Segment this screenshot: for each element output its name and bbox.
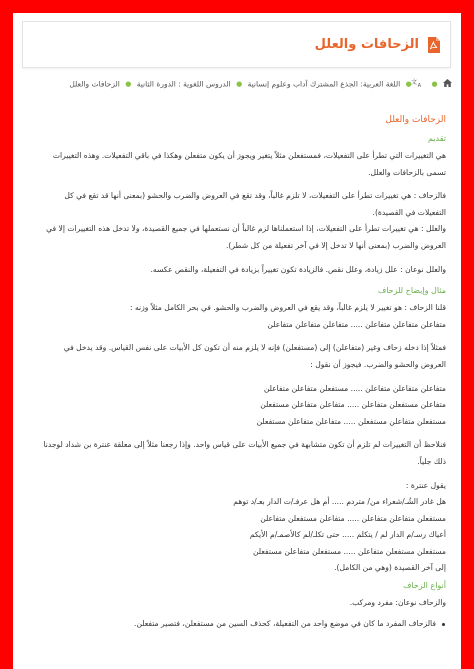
page-frame [13,13,461,669]
breadcrumb-link[interactable]: الدروس اللغوية : الدورة الثانية [136,79,231,89]
paragraph-line: هي التغييرات التي تطرأ على التفعيلات، فمستفعلن مثلاً يتغير ويجوز أن يكون متفعلن وهكذا في باقي التفعيلات. وهذه التغييرات [52,151,446,160]
section-heading: أنواع الزحاف [403,581,446,591]
verse-line: مستفعلن متفاعلن متفاعلن ..... متفاعلن مستفعلن متفاعلن [260,513,446,523]
paragraph-line: قلنا الزحاف : هو تغيير لا يلزم غالباً، وقد يقع في العروض والضرب والحشو. في بحر الكامل مثلاً وزنه : [129,303,446,313]
paragraph-line: متفاعلن متفاعلن متفاعلن ..... متفاعلن متفاعلن متفاعلن [267,319,446,329]
paragraph-line: فالزحاف : هي تغييرات تطرأ على التفعيلات، لا تلزم غالباً، وقد تقع في العروض والضرب والحشو (بمعنى أنها قد تقع في كل [64,191,446,201]
page-title: الزحافات والعلل [314,37,419,52]
paragraph-line: العروض والضرب (بمعنى أنها لا تدخل إلا في آخر تفعيلة من كل شطر). [225,240,446,250]
breadcrumb: ● 文 A ● اللغة العربية: الجذع المشترك آداب وعلوم إنسانية ● الدروس اللغوية : الدورة الثانية ● الزحافات والعلل [19,77,452,91]
list-item: فالزحاف المفرد ما كان في موضع واحد من التفعيلة، كحذف السين من مستفعلن، فتصير متفعلن. [21,616,446,633]
svg-text:A: A [417,82,422,89]
verse-line: متفاعلن متفاعلن متفاعلن ..... مستفعلن متفاعلن متفاعلن [263,383,446,393]
verse-line: مستفعلن متفاعلن مستفعلن ..... متفاعلن متفاعلن مستفعلن [256,416,446,426]
paragraph-line: العروض والحشو والضرب. فيجوز أن نقول : [310,359,446,369]
verse-line: متفاعلن مستفعلن متفاعلن ..... متفاعلن متفاعلن مستفعلن [260,400,446,410]
breadcrumb-current: الزحافات والعلل [69,79,120,89]
translate-icon [411,78,426,89]
verse-line: مستفعلن مستفعلن متفاعلن ..... مستفعلن متفاعلن مستفعلن [253,546,446,556]
paragraph-line: والزحاف نوعان: مفرد ومركب. [349,598,446,608]
paragraph-line: فنلاحظ أن التغييرات لم تلزم أن تكون متشابهة في جميع الأبيات على قياس واحد. وإذا رجعنا مثلاً إلى معلقة عنترة بن شداد لوجدنا [43,440,446,450]
paragraph-line: إلى آخر القصيدة (وهي من الكامل). [334,563,446,573]
article-heading: الزحافات والعلل [385,115,446,125]
pdf-icon[interactable] [427,37,440,53]
paragraph-line: تسمى بالزحافات والعلل. [368,167,446,177]
section-heading: تقديم [427,134,446,143]
verse-line: هل غادر الشُـ/شعراء من/ متردم ..... أم هل عرفـ/ت الدار بعـ/د توهم [233,497,446,507]
article-content [21,110,446,669]
section-heading: مثال وإيضاح للزحاف [377,286,446,296]
paragraph-line: فمثلاً إذا دخله زحاف وغير (متفاعلن) إلى (مستفعلن) فإنه لا يلزم منه أن تكون كل الأبيات على نفس القياس. وقد يدخل في [63,343,446,353]
paragraph-line: يقول عنترة : [405,480,446,490]
paragraph-line: والعلل نوعان : علل زيادة، وعلل نقص. فالزيادة تكون تغييراً بزيادة في التفعيلة، والنقص عكسه. [150,264,446,274]
home-icon[interactable] [441,80,452,89]
paragraph-line: التفعيلات في القصيدة). [372,207,446,217]
verse-line: أعياك رسـ/م الدار لم / يتكلم ..... حتى تكلـ/لم كالأصمـ/م الأيكم [249,530,446,540]
paragraph-line: ذلك جلياً. [417,456,446,466]
svg-text:文: 文 [411,78,418,86]
paragraph-line: والعلل : هي تغييرات تطرأ على التفعيلات، إذا استعملناها لزم غالباً أن نستعملها في جميع القصيدة، ولا تدخل هذه التغييرات إلا في [46,224,446,234]
title-card [22,21,451,68]
breadcrumb-link[interactable]: اللغة العربية: الجذع المشترك آداب وعلوم إنسانية [247,79,401,89]
